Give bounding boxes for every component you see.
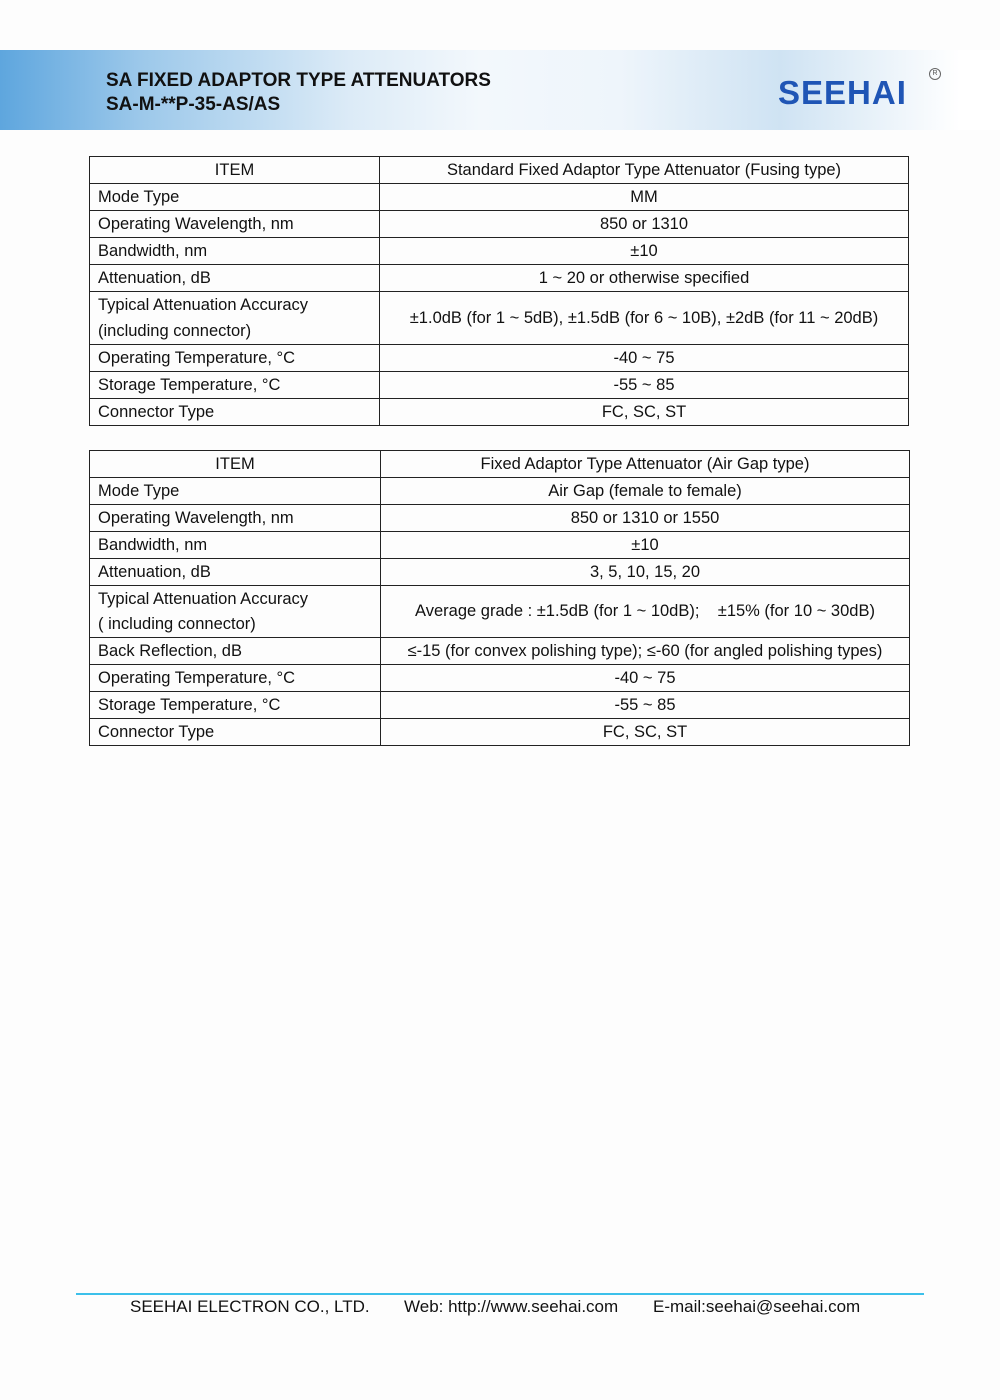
table-row xyxy=(90,532,910,559)
row-value: ±10 xyxy=(381,532,910,559)
row-value: ±10 xyxy=(380,238,909,265)
document-title: SA FIXED ADAPTOR TYPE ATTENUATORS xyxy=(106,70,491,91)
table-row xyxy=(90,372,909,399)
row-label: Bandwidth, nm xyxy=(90,238,380,265)
row-value: Average grade : ±1.5dB (for 1 ~ 10dB); ±15% (for 10 ~ 30dB) xyxy=(381,586,910,638)
table-row xyxy=(90,399,909,426)
row-label: Operating Wavelength, nm xyxy=(90,505,381,532)
table-row xyxy=(90,478,910,505)
row-label: Back Reflection, dB xyxy=(90,638,381,665)
row-value: MM xyxy=(380,184,909,211)
row-label: Mode Type xyxy=(90,184,380,211)
table-header-row xyxy=(90,157,909,184)
row-value: 3, 5, 10, 15, 20 xyxy=(381,559,910,586)
table-row xyxy=(90,265,909,292)
row-label: Attenuation, dB xyxy=(90,559,381,586)
footer-email-link[interactable]: E-mail:seehai@seehai.com xyxy=(653,1297,861,1316)
seehai-logo: SEEHAI xyxy=(778,74,907,111)
table-header-row xyxy=(90,451,910,478)
row-label: Mode Type xyxy=(90,478,381,505)
row-label: Connector Type xyxy=(90,719,381,746)
registered-mark-icon: R xyxy=(929,68,941,80)
row-label: Operating Temperature, °C xyxy=(90,665,381,692)
row-label-line2: (including connector) xyxy=(98,322,252,340)
table-row xyxy=(90,559,910,586)
row-label: Connector Type xyxy=(90,399,380,426)
table-row xyxy=(90,586,910,638)
row-label: Operating Wavelength, nm xyxy=(90,211,380,238)
spec-table-fusing-type xyxy=(89,156,909,426)
footer-website-link[interactable]: Web: http://www.seehai.com xyxy=(404,1297,619,1316)
row-value: FC, SC, ST xyxy=(380,399,909,426)
table-row xyxy=(90,505,910,532)
row-value: -40 ~ 75 xyxy=(380,345,909,372)
row-label xyxy=(90,586,381,638)
row-label: Operating Temperature, °C xyxy=(90,345,380,372)
row-value: ±1.0dB (for 1 ~ 5dB), ±1.5dB (for 6 ~ 10B), ±2dB (for 11 ~ 20dB) xyxy=(380,292,909,345)
row-value: Air Gap (female to female) xyxy=(381,478,910,505)
row-value: 1 ~ 20 or otherwise specified xyxy=(380,265,909,292)
row-value: ≤-15 (for convex polishing type); ≤-60 (for angled polishing types) xyxy=(381,638,910,665)
table-row xyxy=(90,665,910,692)
table-row xyxy=(90,238,909,265)
footer-divider xyxy=(76,1293,924,1295)
header-item: ITEM xyxy=(90,451,381,478)
table-row xyxy=(90,638,910,665)
header-value: Fixed Adaptor Type Attenuator (Air Gap type) xyxy=(381,451,910,478)
row-value: FC, SC, ST xyxy=(381,719,910,746)
spec-table-air-gap-type xyxy=(89,450,910,746)
table-row xyxy=(90,211,909,238)
header-value: Standard Fixed Adaptor Type Attenuator (Fusing type) xyxy=(380,157,909,184)
table-row xyxy=(90,719,910,746)
row-label: Bandwidth, nm xyxy=(90,532,381,559)
row-label-line2: ( including connector) xyxy=(98,614,256,633)
row-value: 850 or 1310 xyxy=(380,211,909,238)
row-label-line1: Typical Attenuation Accuracy xyxy=(98,296,309,314)
row-label xyxy=(90,292,380,345)
table-row xyxy=(90,184,909,211)
table-row xyxy=(90,292,909,345)
table-row xyxy=(90,692,910,719)
header-item: ITEM xyxy=(90,157,380,184)
model-number: SA-M-**P-35-AS/AS xyxy=(106,94,281,115)
table-row xyxy=(90,345,909,372)
row-value: -40 ~ 75 xyxy=(381,665,910,692)
row-value: -55 ~ 85 xyxy=(380,372,909,399)
row-value: -55 ~ 85 xyxy=(381,692,910,719)
row-value: 850 or 1310 or 1550 xyxy=(381,505,910,532)
row-label: Attenuation, dB xyxy=(90,265,380,292)
row-label: Storage Temperature, °C xyxy=(90,372,380,399)
row-label: Storage Temperature, °C xyxy=(90,692,381,719)
row-label-line1: Typical Attenuation Accuracy xyxy=(98,589,309,608)
footer-company: SEEHAI ELECTRON CO., LTD. xyxy=(130,1297,370,1316)
